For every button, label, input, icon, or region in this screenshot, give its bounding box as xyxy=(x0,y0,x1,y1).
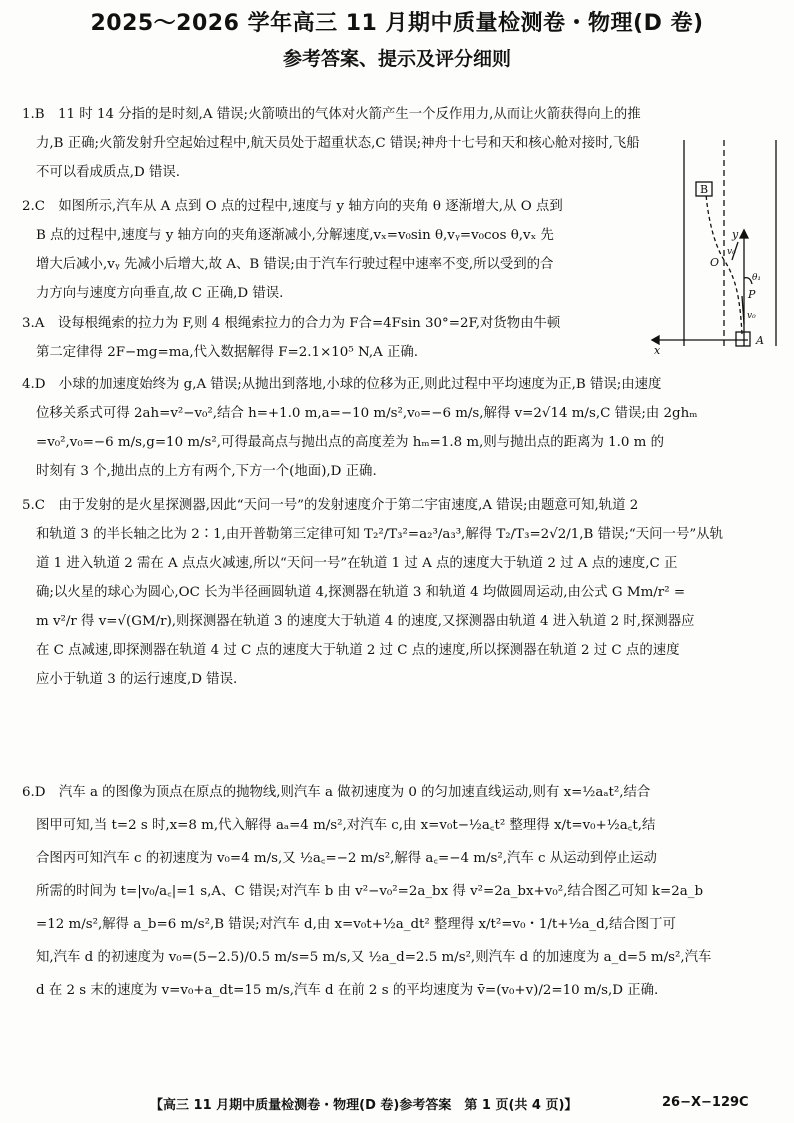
answer-line: 确;以火星的球心为圆心,OC 长为半径画圆轨道 4,探测器在轨道 3 和轨道 4 均做圆周运动,由公式 G Mm/r² = xyxy=(36,585,686,600)
answer-line: 1.B 11 时 14 分指的是时刻,A 错误;火箭喷出的气体对火箭产生一个反作用力,从而让火箭获得向上的推 xyxy=(22,107,641,122)
answer-line: m v²/r 得 v=√(GM/r),则探测器在轨道 3 的速度大于轨道 4 的速度,又探测器由轨道 4 进入轨道 2 时,探测器应 xyxy=(36,614,695,629)
answer-line: 应小于轨道 3 的运行速度,D 错误. xyxy=(36,672,238,687)
page-footer: 【高三 11 月期中质量检测卷・物理(D 卷)参考答案 第 1 页(共 4 页)】 xyxy=(150,1098,578,1113)
answer-line: =12 m/s²,解得 a_b=6 m/s²,B 错误;对汽车 d,由 x=v₀t+½a_dt² 整理得 x/t²=v₀・1/t+½a_d,结合图丁可 xyxy=(36,917,676,932)
answer-line: B 点的过程中,速度与 y 轴方向的夹角逐渐减小,分解速度,vₓ=v₀sin θ,vᵧ=v₀cos θ,vₓ 先 xyxy=(36,228,554,243)
y-axis-arrow xyxy=(740,230,748,238)
answer-6 xyxy=(22,776,711,1007)
car-at-A xyxy=(736,332,750,346)
label-P: P xyxy=(748,288,756,301)
answer-line: d 在 2 s 末的速度为 v=v₀+a_dt=15 m/s,汽车 d 在前 2 s 的平均速度为 v̄=(v₀+v)/2=10 m/s,D 正确. xyxy=(36,983,659,998)
paper-code: 26−X−129C xyxy=(662,1095,749,1110)
answer-1 xyxy=(22,100,641,187)
label-x: x xyxy=(654,344,661,357)
answer-line: 合图丙可知汽车 c 的初速度为 v₀=4 m/s,又 ½a꜀=−2 m/s²,解得 a꜀=−4 m/s²,汽车 c 从运动到停止运动 xyxy=(36,851,657,866)
answer-line: 知,汽车 d 的初速度为 v₀=(5−2.5)/0.5 m/s=5 m/s,又 ½a_d=2.5 m/s²,则汽车 d 的加速度为 a_d=5 m/s²,汽车 xyxy=(36,950,712,965)
label-O: O xyxy=(710,256,720,269)
answer-3 xyxy=(22,309,560,367)
motion-diagram xyxy=(648,138,780,366)
label-A: A xyxy=(756,334,764,347)
x-axis-arrow xyxy=(652,336,659,344)
answer-line: 5.C 由于发射的是火星探测器,因此“天问一号”的发射速度介于第二宇宙速度,A 错误;由题意可知,轨道 2 xyxy=(22,498,639,513)
theta-arc xyxy=(744,278,752,284)
answer-line: 3.A 设每根绳索的拉力为 F,则 4 根绳索拉力的合力为 F合=4Fsin 30°=2F,对货物由牛顿 xyxy=(22,316,561,331)
answer-line: 6.D 汽车 a 的图像为顶点在原点的抛物线,则汽车 a 做初速度为 0 的匀加速直线运动,则有 x=½aₐt²,结合 xyxy=(22,785,651,800)
answer-line: 力方向与速度方向垂直,故 C 正确,D 错误. xyxy=(36,286,284,301)
answer-5 xyxy=(22,491,723,694)
answer-line: 不可以看成质点,D 错误. xyxy=(36,165,181,180)
answer-line: 图甲可知,当 t=2 s 时,x=8 m,代入解得 aₐ=4 m/s²,对汽车 c,由 x=v₀t−½a꜀t² 整理得 x/t=v₀+½a꜀t,结 xyxy=(36,818,656,833)
answer-line: 道 1 进入轨道 2 需在 A 点点火减速,所以“天问一号”在轨道 1 过 A 点的速度大于轨道 2 过 A 点的速度,C 正 xyxy=(36,556,678,571)
page-subtitle: 参考答案、提示及评分细则 xyxy=(282,48,511,70)
label-v0-top: v₀ xyxy=(727,247,736,257)
answer-line: 位移关系式可得 2ah=v²−v₀²,结合 h=+1.0 m,a=−10 m/s²,v₀=−6 m/s,解得 v=2√14 m/s,C 错误;由 2ghₘ xyxy=(36,406,698,421)
answer-line: 第二定律得 2F−mg=ma,代入数据解得 F=2.1×10⁵ N,A 正确. xyxy=(36,345,419,360)
answer-line: 时刻有 3 个,抛出点的上方有两个,下方一个(地面),D 正确. xyxy=(36,464,377,479)
answer-2 xyxy=(22,192,563,308)
label-theta: θ₁ xyxy=(752,273,762,283)
answer-line: 在 C 点减速,即探测器在轨道 4 过 C 点的速度大于轨道 2 过 C 点的速度,所以探测器在轨道 2 过 C 点的速度 xyxy=(36,643,680,658)
answer-line: =v₀²,v₀=−6 m/s,g=10 m/s²,可得最高点与抛出点的高度差为 hₘ=1.8 m,则与抛出点的距离为 1.0 m 的 xyxy=(36,435,665,450)
label-B: B xyxy=(700,183,709,196)
label-y: y xyxy=(732,228,739,241)
answer-line: 增大后减小,vᵧ 先减小后增大,故 A、B 错误;由于汽车行驶过程中速率不变,所以受到的合 xyxy=(36,257,554,272)
answer-4 xyxy=(22,370,697,486)
answer-line: 和轨道 3 的半长轴之比为 2∶1,由开普勒第三定律可知 T₂²/T₃²=a₂³/a₃³,解得 T₂/T₃=2√2/1,B 错误;“天问一号”从轨 xyxy=(36,527,723,542)
answer-line: 力,B 正确;火箭发射升空起始过程中,航天员处于超重状态,C 错误;神舟十七号和天和核心舱对接时,飞船 xyxy=(36,136,640,151)
answer-line: 所需的时间为 t=|v₀/a꜀|=1 s,A、C 错误;对汽车 b 由 v²−v₀²=2a_bx 得 v²=2a_bx+v₀²,结合图乙可知 k=2a_b xyxy=(36,884,704,899)
label-v0-bottom: v₀ xyxy=(747,311,756,321)
page-title: 2025～2026 学年高三 11 月期中质量检测卷・物理(D 卷) xyxy=(90,11,704,36)
answer-line: 2.C 如图所示,汽车从 A 点到 O 点的过程中,速度与 y 轴方向的夹角 θ 逐渐增大,从 O 点到 xyxy=(22,199,563,214)
answer-line: 4.D 小球的加速度始终为 g,A 错误;从抛出到落地,小球的位移为正,则此过程中平均速度为正,B 错误;由速度 xyxy=(22,377,662,392)
